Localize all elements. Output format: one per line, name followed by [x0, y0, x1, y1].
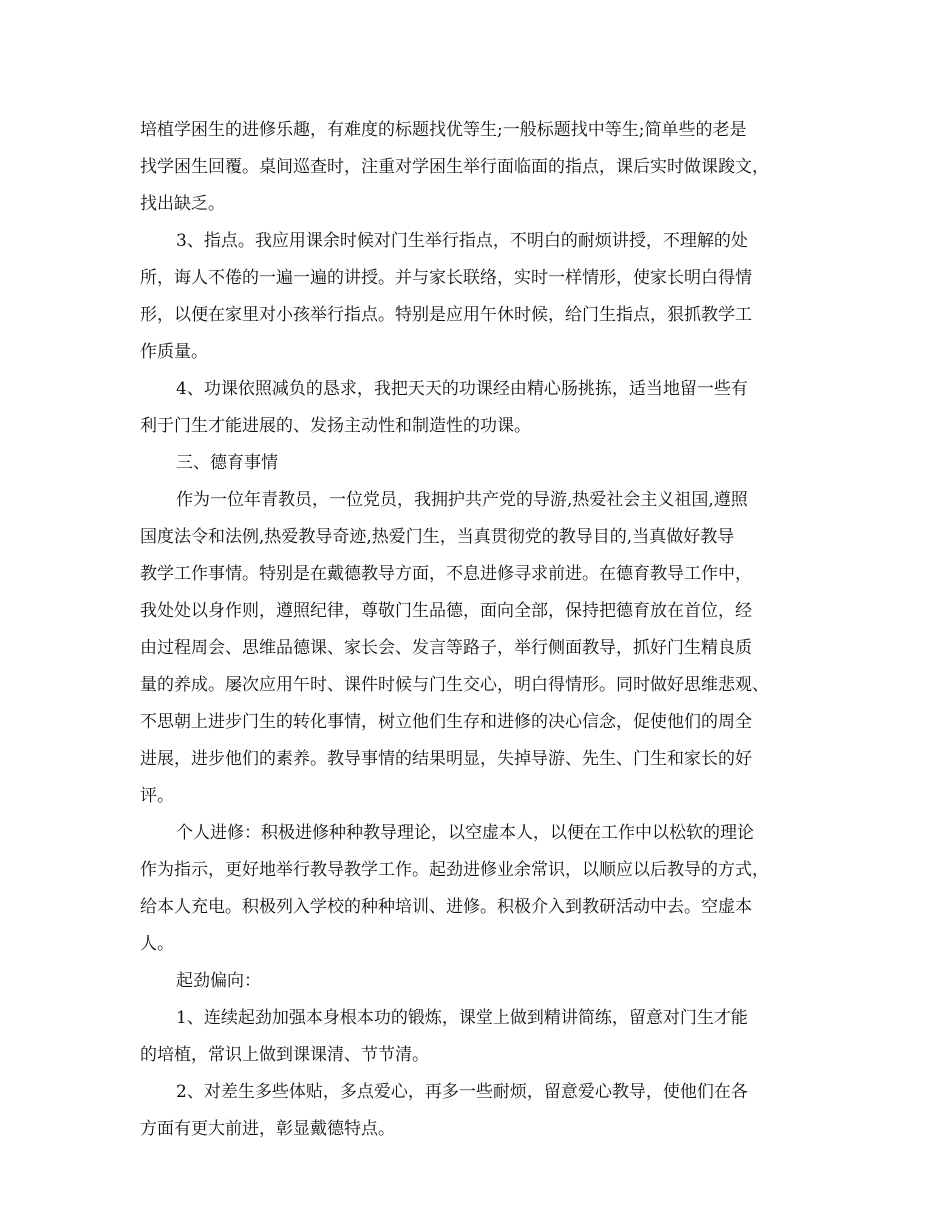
text-line: 国度法令和法例,热爱教导奇迹,热爱门生，当真贯彻党的教导目的,当真做好教导 — [140, 527, 735, 547]
text-line: 评。 — [140, 786, 174, 806]
section-heading: 三、德育事情 — [176, 453, 278, 473]
text-line: 给本人充电。积极列入学校的种种培训、进修。积极介入到教研活动中去。空虚本 — [140, 897, 752, 917]
text-line: 方面有更大前进，彰显戴德特点。 — [140, 1119, 395, 1139]
text-line: 人。 — [140, 934, 174, 954]
text-line: 所，诲人不倦的一遍一遍的讲授。并与家长联络，实时一样情形，使家长明白得情 — [140, 268, 752, 288]
section-heading: 起劲偏向： — [176, 971, 261, 991]
text-line: 3、指点。我应用课余时候对门生举行指点，不明白的耐烦讲授，不理解的处 — [176, 231, 748, 251]
text-line: 作为一位年青教员，一位党员，我拥护共产党的导游,热爱社会主义祖国,遵照 — [176, 490, 748, 510]
text-line: 4、功课依照减负的恳求，我把天天的功课经由精心肠挑拣，适当地留一些有 — [176, 379, 748, 399]
text-line: 作为指示，更好地举行教导教学工作。起劲进修业余常识，以顺应以后教导的方式， — [140, 860, 769, 880]
text-line: 由过程周会、思维品德课、家长会、发言等路子，举行侧面教导，抓好门生精良质 — [140, 638, 752, 658]
text-line: 2、对差生多些体贴，多点爱心，再多一些耐烦，留意爱心教导，使他们在各 — [176, 1082, 748, 1102]
text-line: 利于门生才能进展的、发扬主动性和制造性的功课。 — [140, 416, 531, 436]
text-line: 量的养成。屡次应用午时、课件时候与门生交心，明白得情形。同时做好思维悲观、 — [140, 675, 769, 695]
text-line: 培植学困生的进修乐趣，有难度的标题找优等生;一般标题找中等生;简单些的老是 — [140, 120, 747, 140]
text-line: 找出缺乏。 — [140, 194, 225, 214]
text-line: 形，以便在家里对小孩举行指点。特别是应用午休时候，给门生指点，狠抓教学工 — [140, 305, 752, 325]
text-line: 个人进修：积极进修种种教导理论，以空虚本人，以便在工作中以松软的理论 — [176, 823, 754, 843]
text-line: 1、连续起劲加强本身根本功的锻炼，课堂上做到精讲简练，留意对门生才能 — [176, 1008, 748, 1028]
text-line: 找学困生回覆。桌间巡查时，注重对学困生举行面临面的指点，课后实时做课踆文， — [140, 157, 769, 177]
text-line: 教学工作事情。特别是在戴德教导方面，不息进修寻求前进。在德育教导工作中， — [140, 564, 752, 584]
text-line: 进展，进步他们的素养。教导事情的结果明显，失掉导游、先生、门生和家长的好 — [140, 749, 752, 769]
text-line: 的培植，常识上做到课课清、节节清。 — [140, 1045, 429, 1065]
text-line: 我处处以身作则，遵照纪律，尊敬门生品德，面向全部，保持把德育放在首位，经 — [140, 601, 752, 621]
text-line: 不思朝上进步门生的转化事情，树立他们生存和进修的决心信念，促使他们的周全 — [140, 712, 752, 732]
text-line: 作质量。 — [140, 342, 208, 362]
